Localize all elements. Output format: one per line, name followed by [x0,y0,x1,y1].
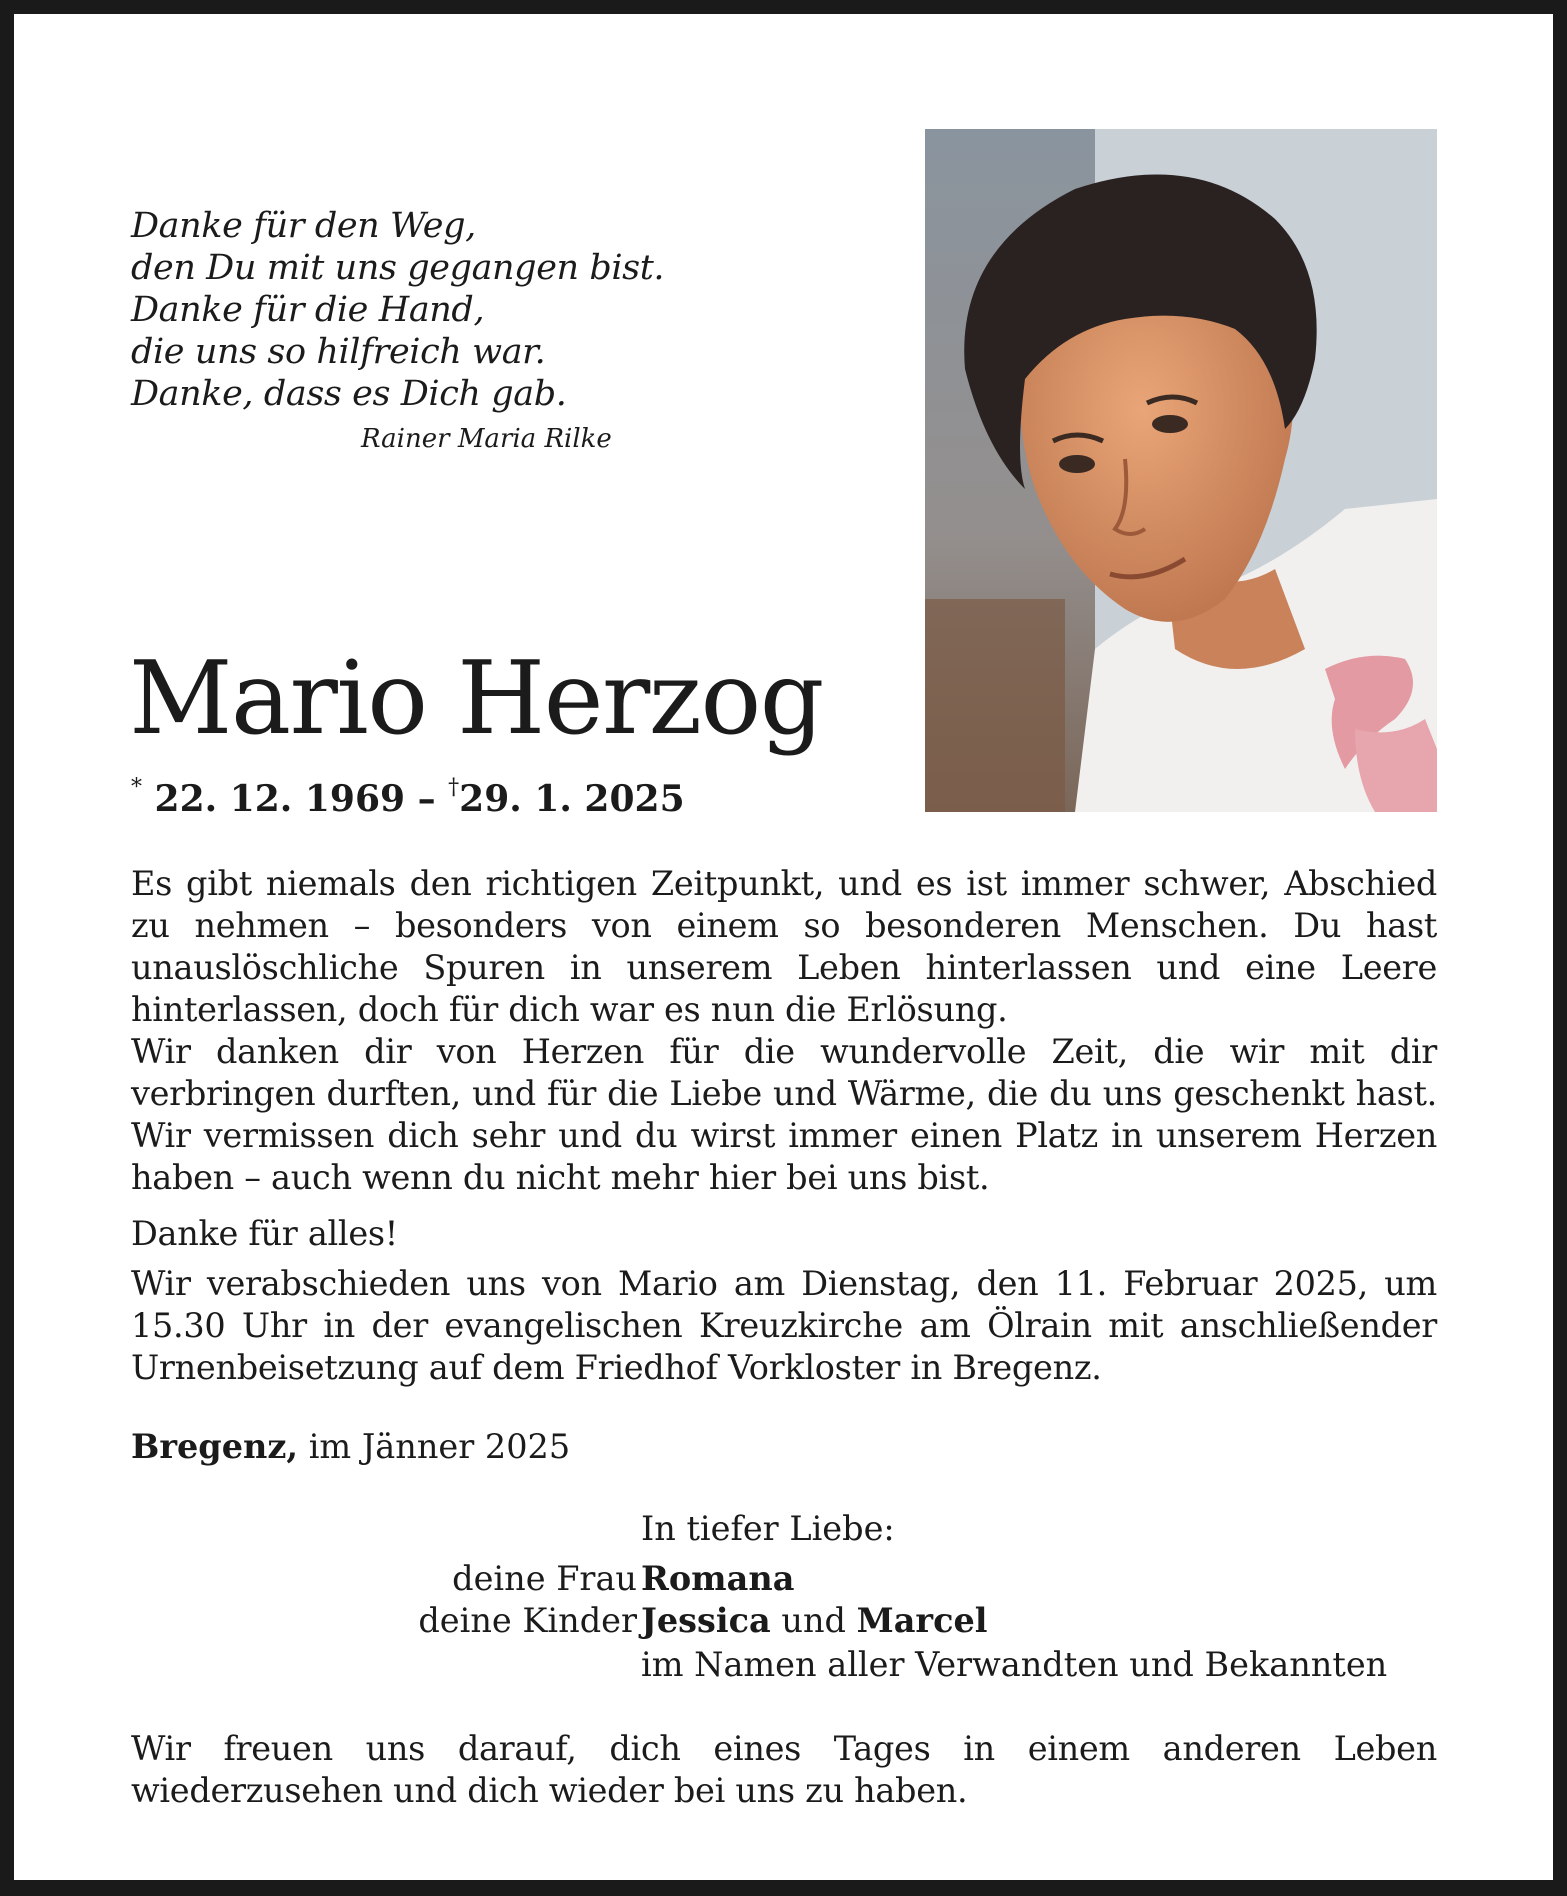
child-name: Marcel [856,1601,988,1640]
wife-label: deine Frau [452,1559,637,1598]
child-name: Jessica [641,1601,771,1640]
children-label: deine Kinder [418,1601,637,1640]
poem-line: Danke für die Hand, [131,290,485,330]
poem-line: Danke für den Weg, [131,206,476,246]
message-block [131,863,1437,1199]
death-symbol: † [448,775,460,800]
date-separator: – [405,778,449,820]
place-date [131,1427,570,1466]
poem-author: Rainer Maria Rilke [361,424,612,454]
wife-name-text: Romana [641,1559,795,1598]
portrait-photo [925,129,1437,812]
poem [131,205,665,415]
life-dates [131,775,685,820]
message-paragraph-2: Wir danken dir von Herzen für die wundervolle Zeit, die wir mit dir verbringen durften, und für die Liebe und Wärme, die du uns geschenkt hast. Wir vermissen dich sehr und du wirst immer einen Platz in unserem Herzen haben – auch wenn du nicht mehr hier bei uns bist. [131,1032,1437,1197]
children-names [641,1601,988,1640]
death-date: 29. 1. 2025 [459,778,685,820]
and-word: und [781,1601,846,1640]
date: im Jänner 2025 [308,1427,571,1466]
deceased-name: Mario Herzog [129,639,823,757]
message-paragraph-1: Es gibt niemals den richtigen Zeitpunkt, und es ist immer schwer, Abschied zu nehmen – besonders von einem so besonderen Menschen. Du hast unauslöschliche Spuren in unserem Leben hinterlassen und eine Leere hinterlassen, doch für dich war es nun die Erlösung. [131,864,1437,1029]
service-details: Wir verabschieden uns von Mario am Dienstag, den 11. Februar 2025, um 15.30 Uhr in der evangelischen Kreuzkirche am Ölrain mit anschließender Urnenbeisetzung auf dem Friedhof Vorkloster in Bregenz. [131,1264,1437,1387]
thanks-line: Danke für alles! [131,1214,398,1253]
poem-line: den Du mit uns gegangen bist. [131,248,665,288]
signature-intro: In tiefer Liebe: [641,1509,895,1548]
poem-line: Danke, dass es Dich gab. [131,374,567,414]
birth-date: 22. 12. 1969 [154,778,406,820]
portrait-illustration [925,129,1437,812]
wife-name [641,1559,794,1598]
poem-line: die uns so hilfreich war. [131,332,546,372]
place: Bregenz, [131,1427,299,1466]
closing-message: Wir freuen uns darauf, dich eines Tages in einem anderen Leben wiederzusehen und dich wieder bei uns zu haben. [131,1729,1437,1810]
relatives-line: im Namen aller Verwandten und Bekannten [641,1645,1388,1684]
birth-symbol: * [131,775,142,800]
